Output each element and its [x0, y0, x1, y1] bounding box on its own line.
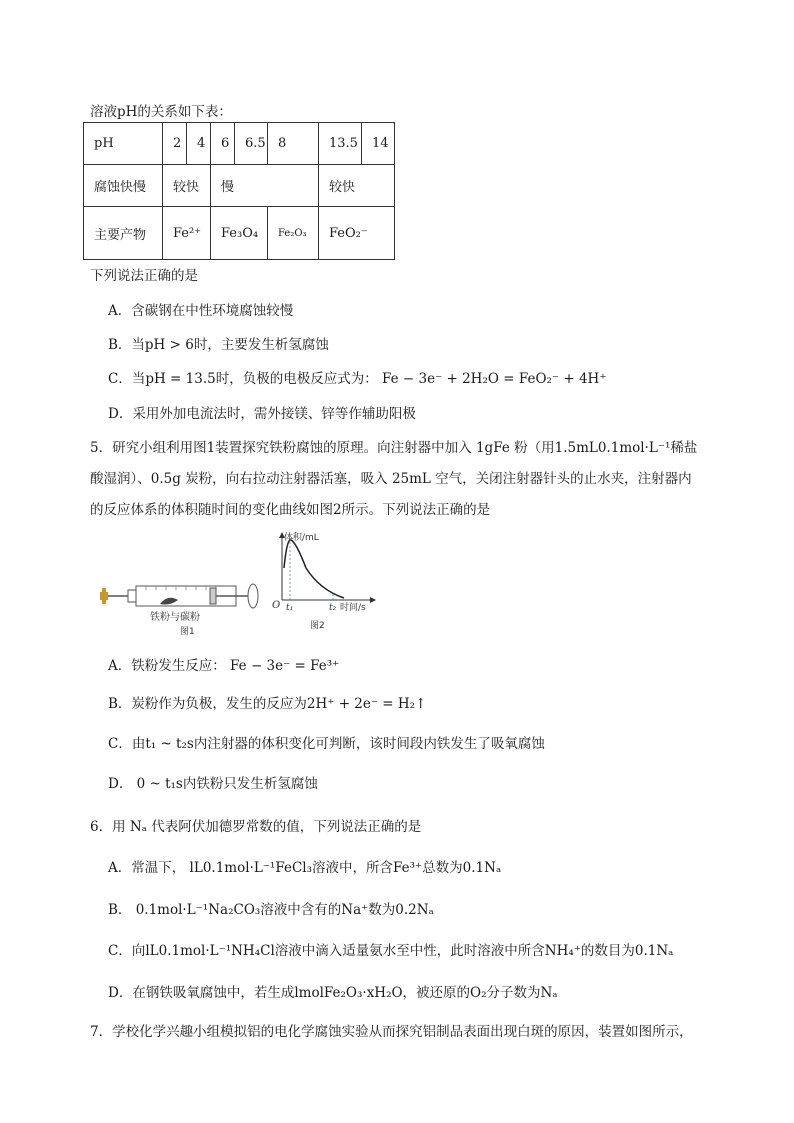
q5-line: 酸湿润）、0.5g 炭粉，向右拉动注射器活塞，吸入 25mL 空气，关闭注射器针头的止水夹，注射器内: [90, 471, 692, 487]
intro-text: 溶液pH的关系如下表：: [90, 104, 232, 120]
fig2-curve: [268, 528, 388, 634]
fig1-label: 铁粉与碳粉: [150, 612, 200, 623]
ph-value: 8: [268, 123, 319, 165]
fig2-t2: t₂: [329, 603, 337, 613]
product-cell: Fe₂O₃: [268, 207, 319, 260]
fig2-caption: 图2: [310, 621, 325, 631]
fig2-origin: O: [272, 600, 281, 611]
speed-cell: 较快: [319, 165, 395, 207]
fig2-ylabel: 体积/mL: [284, 533, 319, 543]
ph-label: pH: [84, 123, 163, 165]
q5-option-b: B．炭粉作为负极，发生的反应为2H⁺ + 2e⁻ = H₂↑: [108, 696, 427, 712]
speed-cell: 慢: [211, 165, 319, 207]
ph-value: 14: [362, 123, 395, 165]
product-cell: Fe²⁺: [163, 207, 211, 260]
speed-label: 腐蚀快慢: [84, 165, 163, 207]
q6-option-c: C．向lL0.1mol·L⁻¹NH₄Cl溶液中滴入适量氨水至中性，此时溶液中所含NH₄⁺的数目为0.1Nₐ: [108, 943, 674, 959]
fig2-t1: t₁: [286, 603, 294, 613]
q4-prompt: 下列说法正确的是: [90, 268, 198, 284]
fig2-xlabel: 时间/s: [340, 603, 366, 613]
iron-carbon-powder-icon: [160, 598, 178, 605]
q4-option-c: C．当pH = 13.5时，负极的电极反应式为： Fe − 3e⁻ + 2H₂O = FeO₂⁻ + 4H⁺: [108, 371, 607, 387]
speed-cell: 较快: [163, 165, 211, 207]
ph-value: 4: [187, 123, 211, 165]
ph-table: [83, 122, 395, 260]
q4-option-a: A．含碳钢在中性环境腐蚀较慢: [108, 303, 294, 319]
product-cell: FeO₂⁻: [319, 207, 395, 260]
q7-text: 7．学校化学兴趣小组模拟铝的电化学腐蚀实验从而探究铝制品表面出现白斑的原因，装置如图所示，: [90, 1024, 693, 1040]
ph-value: 2: [163, 123, 187, 165]
fig1-caption: 图1: [180, 627, 195, 637]
q6-option-d: D．在钢铁吸氧腐蚀中，若生成lmolFe₂O₃·xH₂O，被还原的O₂分子数为Nₐ: [108, 985, 558, 1001]
q6-option-b: B． 0.1mol·L⁻¹Na₂CO₃溶液中含有的Na⁺数为0.2Nₐ: [108, 902, 434, 918]
product-cell: Fe₃O₄: [211, 207, 268, 260]
q5-option-a: A．铁粉发生反应： Fe − 3e⁻ = Fe³⁺: [108, 658, 340, 674]
ph-value: 6.5: [235, 123, 268, 165]
ph-value: 6: [211, 123, 235, 165]
ph-value: 13.5: [319, 123, 362, 165]
q5-line: 5．研究小组利用图1装置探究铁粉腐蚀的原理。向注射器中加入 1gFe 粉（用1.5mL0.1mol·L⁻¹稀盐: [90, 440, 698, 456]
q5-option-c: C．由t₁ ~ t₂s内注射器的体积变化可判断，该时间段内铁发生了吸氧腐蚀: [108, 736, 545, 752]
q5-option-d: D． 0 ~ t₁s内铁粉只发生析氢腐蚀: [108, 776, 318, 792]
fig1-syringe: [98, 568, 268, 638]
needle-valve-icon: [100, 588, 108, 604]
q4-option-b: B．当pH > 6时，主要发生析氢腐蚀: [108, 337, 329, 353]
q5-line: 的反应体系的体积随时间的变化曲线如图2所示。下列说法正确的是: [90, 502, 491, 518]
q4-option-d: D．采用外加电流法时，需外接镁、锌等作辅助阳极: [108, 406, 416, 422]
q6-option-a: A．常温下， lL0.1mol·L⁻¹FeCl₃溶液中，所含Fe³⁺总数为0.1Nₐ: [108, 860, 502, 876]
product-label: 主要产物: [84, 207, 163, 260]
volume-curve: [284, 540, 344, 598]
q6-prompt: 6．用 Nₐ 代表阿伏加德罗常数的值，下列说法正确的是: [90, 819, 422, 835]
